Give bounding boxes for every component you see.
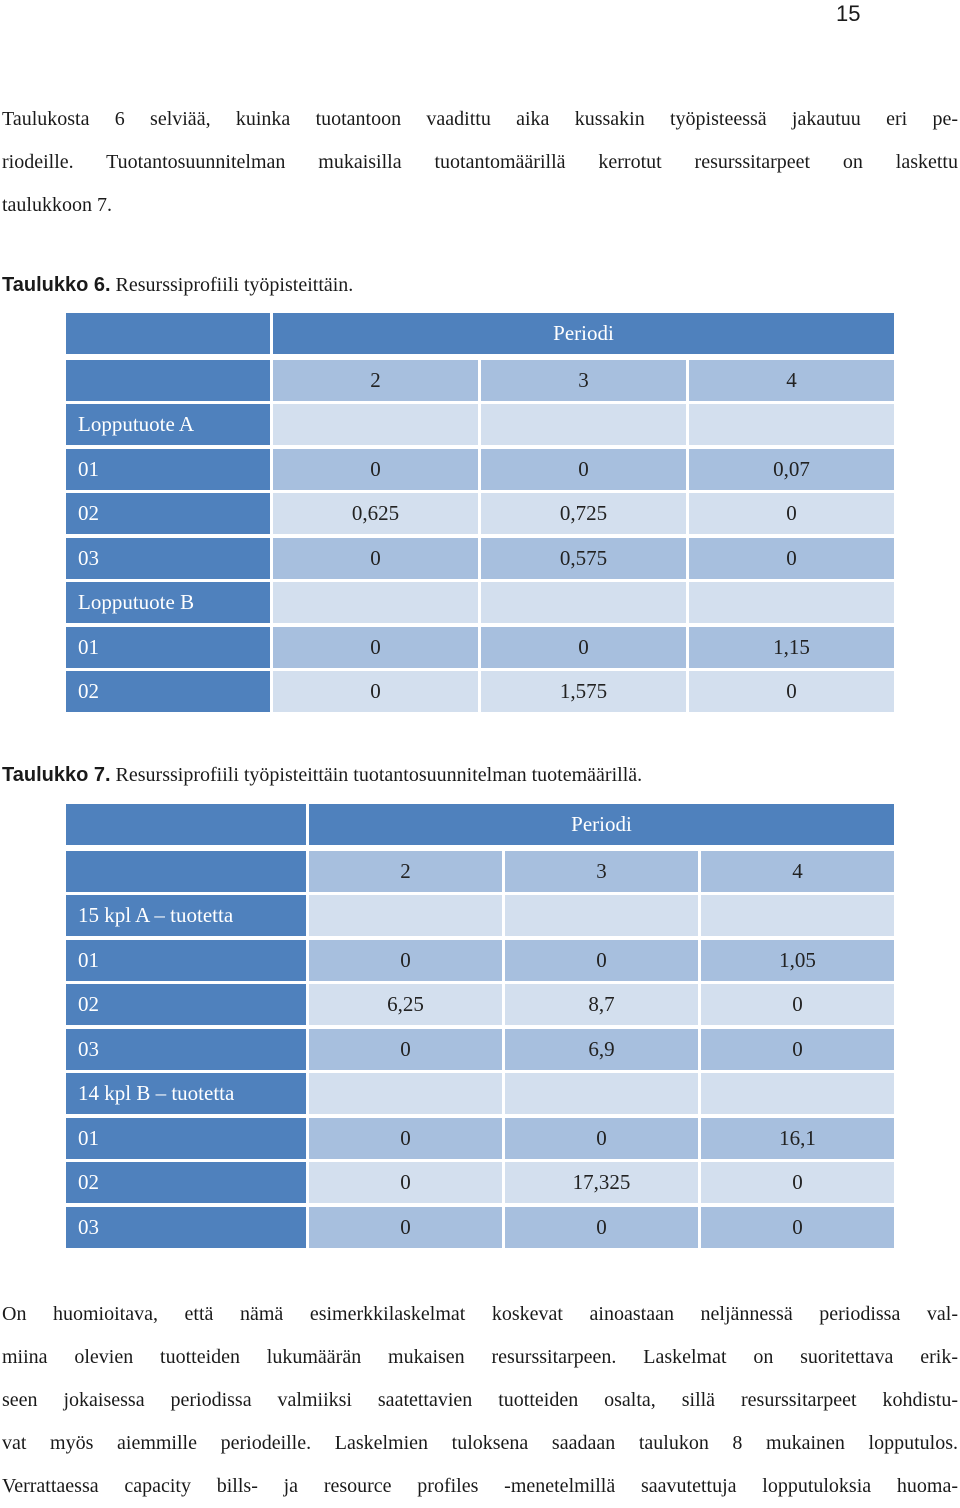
table6-value-cell: 0,725 [481,493,686,534]
table7-row-label: 01 [66,940,306,981]
table7-row-label: 02 [66,984,306,1025]
intro-line: riodeille. Tuotantosuunnitelman mukaisilla tuotantomäärillä kerrotut resurssitarpeet on laskettu [2,151,958,173]
table6-value-cell [689,582,894,623]
table6-value-cell: 0 [689,671,894,712]
table6-value-cell: 0 [689,493,894,534]
table6-value-cell [273,582,478,623]
table7-value-cell: 0 [309,1207,502,1248]
table7-value-cell [505,1073,698,1114]
table7-caption-text: Resurssiprofiili työpisteittäin tuotantosuunnitelman tuotemäärillä. [110,764,643,786]
table6-caption-label: Taulukko 6. [2,274,111,296]
table6-value-cell: 0 [273,671,478,712]
closing-line: miina olevien tuotteiden lukumäärän mukaisen resurssitarpeen. Laskelmat on suoritettava erik- [2,1346,958,1368]
table7-value-cell: 16,1 [701,1118,894,1159]
table7-period-header: Periodi [309,804,894,845]
table7-value-cell: 1,05 [701,940,894,981]
table6-value-cell [481,404,686,445]
table6-value-cell: 0,625 [273,493,478,534]
table6-row-label: 03 [66,538,270,579]
table6-value-cell: 0 [481,627,686,668]
table6-period-3: 3 [481,360,686,401]
table7-value-cell: 6,9 [505,1029,698,1070]
table7-period-label-cell [66,851,306,892]
table7-group-label: 15 kpl A – tuotetta [66,895,306,936]
table6-value-cell [689,404,894,445]
table7-value-cell [309,1073,502,1114]
table7-value-cell: 0 [701,1029,894,1070]
table6-period-4: 4 [689,360,894,401]
table6-group-label: Lopputuote A [66,404,270,445]
table6-row-label: 01 [66,627,270,668]
table7-value-cell: 0 [309,1029,502,1070]
table7-period-3: 3 [505,851,698,892]
table7-value-cell: 0 [309,1162,502,1203]
table7-period-2: 2 [309,851,502,892]
table6-value-cell: 0 [481,449,686,490]
table7-value-cell [701,1073,894,1114]
table7-value-cell [505,895,698,936]
table7-caption [2,762,642,788]
table6-value-cell: 0 [273,538,478,579]
table6-value-cell: 1,575 [481,671,686,712]
table6-value-cell: 0 [273,627,478,668]
closing-line: On huomioitava, että nämä esimerkkilaskelmat koskevat ainoastaan neljännessä periodissa val- [2,1303,958,1325]
table7-value-cell: 0 [309,940,502,981]
table7 [66,804,894,1253]
table7-period-4: 4 [701,851,894,892]
table7-value-cell: 0 [505,940,698,981]
table7-value-cell: 6,25 [309,984,502,1025]
table6 [66,313,894,717]
table6-value-cell: 0,07 [689,449,894,490]
table7-value-cell: 0 [505,1118,698,1159]
closing-line: Verrattaessa capacity bills- ja resource profiles -menetelmillä saavutettuja lopputuloksia huoma- [2,1475,958,1497]
page-number: 15 [836,1,861,26]
closing-line: seen jokaisessa periodissa valmiiksi saatettavien tuotteiden osalta, sillä resurssitarpeet kohdistu- [2,1389,958,1411]
table7-value-cell: 0 [701,1207,894,1248]
table6-value-cell [273,404,478,445]
table6-period-label-cell [66,360,270,401]
intro-line: taulukkoon 7. [2,194,112,216]
intro-paragraph [2,98,958,227]
table7-value-cell: 17,325 [505,1162,698,1203]
table7-row-label: 01 [66,1118,306,1159]
table6-value-cell: 1,15 [689,627,894,668]
table7-value-cell: 0 [701,984,894,1025]
table6-value-cell: 0,575 [481,538,686,579]
table6-value-cell [481,582,686,623]
table6-period-header: Periodi [273,313,894,354]
table6-value-cell: 0 [689,538,894,579]
table6-value-cell: 0 [273,449,478,490]
table7-value-cell [309,895,502,936]
closing-line: vat myös aiemmille periodeille. Laskelmien tuloksena saadaan taulukon 8 mukainen lopputulos. [2,1432,958,1454]
table6-caption-text: Resurssiprofiili työpisteittäin. [110,274,354,296]
intro-line: Taulukosta 6 selviää, kuinka tuotantoon vaadittu aika kussakin työpisteessä jakautuu eri pe- [2,108,958,130]
table7-corner-cell [66,804,306,845]
table7-value-cell: 0 [309,1118,502,1159]
table7-caption-label: Taulukko 7. [2,764,111,786]
table6-caption [2,272,353,298]
table6-corner-cell [66,313,270,354]
table6-row-label: 01 [66,449,270,490]
table7-value-cell: 0 [701,1162,894,1203]
table6-row-label: 02 [66,671,270,712]
table7-value-cell: 0 [505,1207,698,1248]
table7-group-label: 14 kpl B – tuotetta [66,1073,306,1114]
table6-group-label: Lopputuote B [66,582,270,623]
table6-period-2: 2 [273,360,478,401]
closing-paragraph [2,1293,958,1508]
table7-row-label: 03 [66,1207,306,1248]
table6-row-label: 02 [66,493,270,534]
table7-value-cell [701,895,894,936]
table7-value-cell: 8,7 [505,984,698,1025]
table7-row-label: 03 [66,1029,306,1070]
table7-row-label: 02 [66,1162,306,1203]
